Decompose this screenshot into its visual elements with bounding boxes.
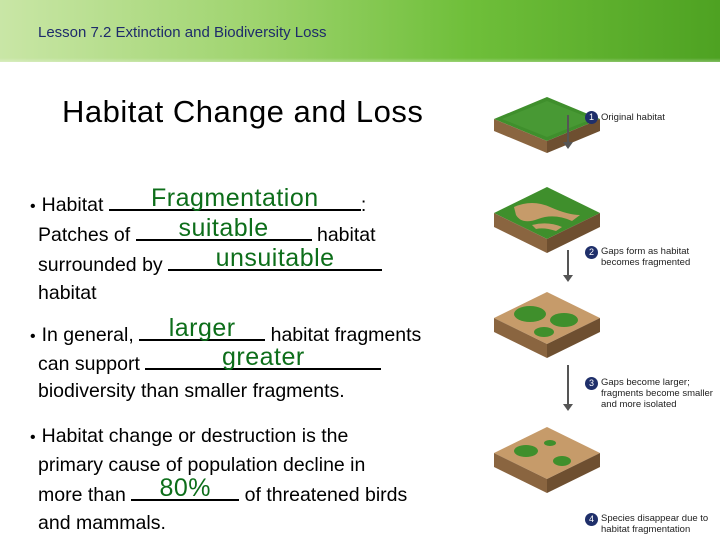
- bullet1-line4: habitat: [38, 282, 97, 304]
- answer-80-percent: 80%: [159, 474, 211, 502]
- bullet2-prefix: In general,: [41, 324, 134, 346]
- bullet2-suffix: habitat fragments: [270, 324, 422, 346]
- step-3-caption: Gaps become larger; fragments become smaller and more isolated: [601, 377, 713, 410]
- page-title: Habitat Change and Loss: [62, 94, 424, 129]
- step-4-caption: Species disappear due to habitat fragmentation: [601, 513, 709, 535]
- bullet3-line1-text: Habitat change or destruction is the: [41, 425, 349, 447]
- original-habitat-block: [492, 95, 602, 159]
- down-arrow-icon: [567, 365, 569, 405]
- bullet2-line2-prefix: can support: [38, 353, 140, 375]
- step-3-number: 3: [585, 377, 598, 390]
- species-loss-block: [492, 425, 602, 501]
- bullet1-line2-prefix: Patches of: [38, 224, 131, 246]
- bullet3-line3: [38, 474, 408, 507]
- fragmentation-figure: [480, 95, 720, 540]
- bullet-dot: •: [30, 429, 36, 446]
- bullet1-prefix: Habitat: [41, 194, 104, 216]
- blank-unsuitable: [168, 244, 382, 272]
- down-arrow-icon: [567, 250, 569, 276]
- blank-80-percent: [131, 474, 239, 502]
- bullet-dot: •: [30, 328, 36, 345]
- isolated-fragments-block: [492, 290, 602, 366]
- step-4-number: 4: [585, 513, 598, 526]
- bullet2-line3: biodiversity than smaller fragments.: [38, 380, 345, 402]
- header-fade: [0, 58, 720, 72]
- bullet3-line1: [30, 425, 348, 448]
- bullet1-line2-suffix: habitat: [316, 224, 376, 246]
- bullet3-line2: primary cause of population decline in: [38, 454, 366, 476]
- bullet3-line3-suffix: of threatened birds: [244, 484, 408, 506]
- blank-fragmentation: [109, 184, 361, 212]
- down-arrow-icon: [567, 115, 569, 143]
- lesson-label: Lesson 7.2 Extinction and Biodiversity Loss: [38, 24, 327, 41]
- bullet1-line3: [38, 244, 382, 277]
- bullet1-colon: :: [360, 194, 367, 216]
- bullet3-line4: and mammals.: [38, 512, 166, 534]
- answer-fragmentation: Fragmentation: [150, 184, 319, 212]
- step-1-number: 1: [585, 111, 598, 124]
- step-1-caption: Original habitat: [601, 112, 665, 123]
- answer-greater: greater: [221, 343, 305, 371]
- step-2-caption: Gaps form as habitat becomes fragmented: [601, 246, 691, 268]
- step-2-number: 2: [585, 246, 598, 259]
- blank-greater: [145, 343, 381, 371]
- answer-suitable: suitable: [178, 214, 269, 242]
- bullet3-line3-prefix: more than: [38, 484, 126, 506]
- blank-larger: [139, 314, 265, 342]
- bullet-dot: •: [30, 198, 36, 215]
- bullet2-line2: [38, 343, 381, 376]
- answer-unsuitable: unsuitable: [215, 244, 335, 272]
- blank-suitable: [136, 214, 312, 242]
- answer-larger: larger: [168, 314, 236, 342]
- bullet1-line3-prefix: surrounded by: [38, 254, 163, 276]
